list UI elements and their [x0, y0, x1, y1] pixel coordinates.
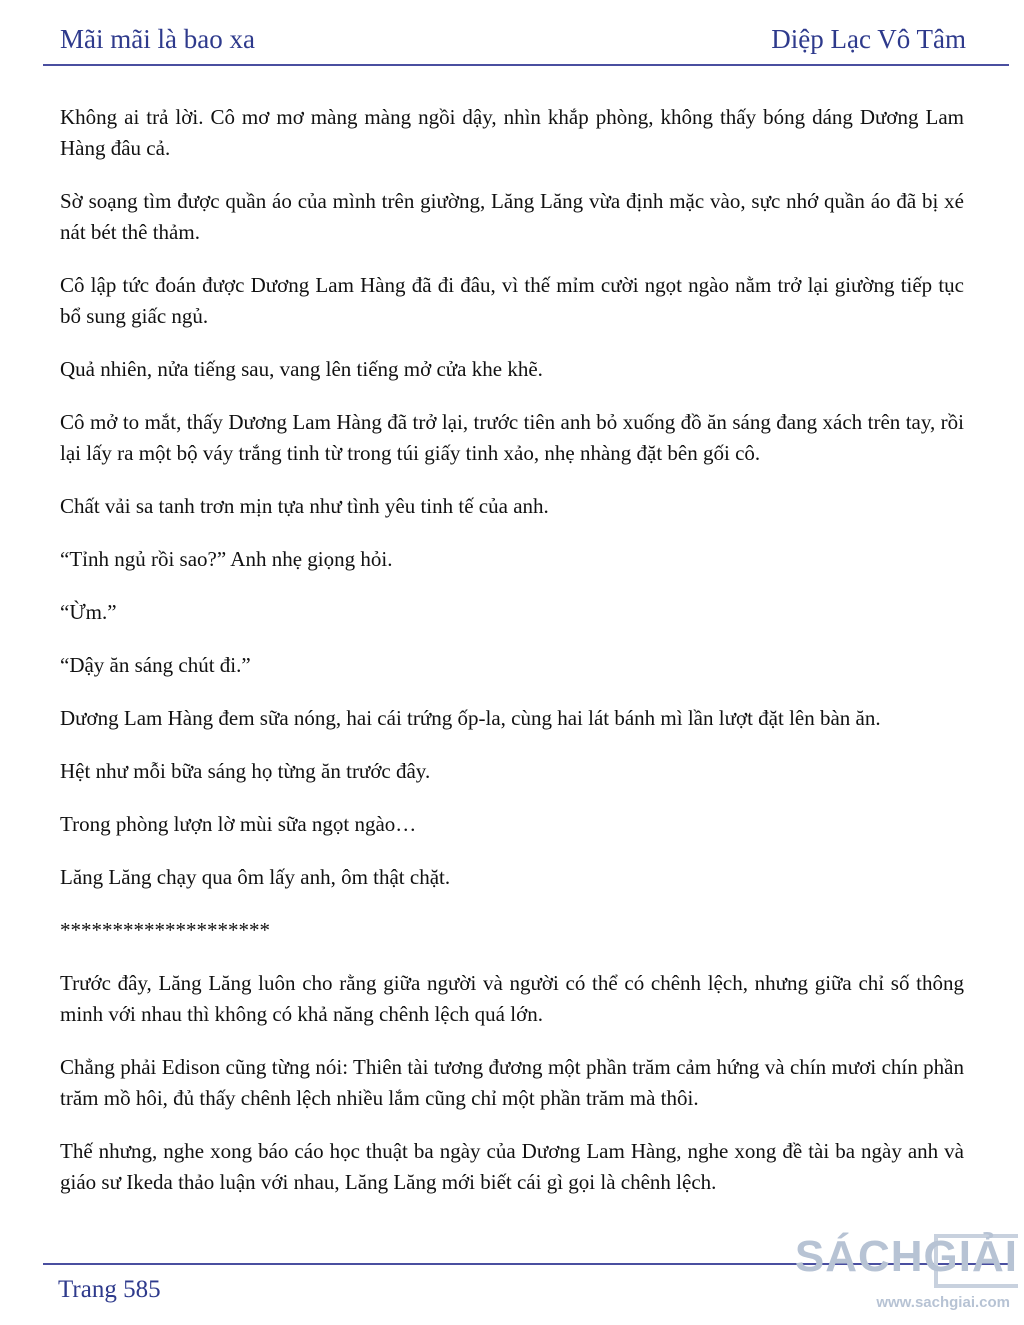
- paragraph: Trước đây, Lăng Lăng luôn cho rằng giữa người và người có thể có chênh lệch, nhưng giữa chỉ số thông minh với nhau thì không có khả năng chênh lệch quá lớn.: [60, 971, 964, 1026]
- watermark-url: www.sachgiai.com: [876, 1294, 1010, 1311]
- paragraph: Hệt như mỗi bữa sáng họ từng ăn trước đây.: [60, 759, 431, 783]
- page-number: Trang 585: [58, 1276, 161, 1303]
- paragraph: “Ừm.”: [60, 600, 117, 624]
- page-body: [60, 102, 964, 1220]
- paragraph: Không ai trả lời. Cô mơ mơ màng màng ngồi dậy, nhìn khắp phòng, không thấy bóng dáng Dương Lam Hàng đâu cả.: [60, 105, 964, 160]
- author-name: Diệp Lạc Vô Tâm: [771, 24, 966, 54]
- paragraph: Trong phòng lượn lờ mùi sữa ngọt ngào…: [60, 812, 417, 836]
- paragraph: “Dậy ăn sáng chút đi.”: [60, 653, 251, 677]
- page-header: [0, 0, 1024, 70]
- paragraph: Cô mở to mắt, thấy Dương Lam Hàng đã trở lại, trước tiên anh bỏ xuống đồ ăn sáng đang xách trên tay, rồi lại lấy ra một bộ váy trắng tinh từ trong túi giấy tinh xảo, nhẹ nhàng đặt bên gối cô.: [60, 410, 964, 465]
- paragraph: Quả nhiên, nửa tiếng sau, vang lên tiếng mở cửa khe khẽ.: [60, 357, 543, 381]
- paragraph: Dương Lam Hàng đem sữa nóng, hai cái trứng ốp-la, cùng hai lát bánh mì lần lượt đặt lên bàn ăn.: [60, 706, 881, 730]
- paragraph: Chất vải sa tanh trơn mịn tựa như tình yêu tinh tế của anh.: [60, 494, 549, 518]
- paragraph: “Tỉnh ngủ rồi sao?” Anh nhẹ giọng hỏi.: [60, 547, 393, 571]
- watermark-logo: [794, 1232, 1018, 1322]
- header-divider: [43, 64, 1009, 66]
- paragraph: Cô lập tức đoán được Dương Lam Hàng đã đi đâu, vì thế mỉm cười ngọt ngào nằm trở lại giường tiếp tục bổ sung giấc ngủ.: [60, 273, 964, 328]
- paragraph: Sờ soạng tìm được quần áo của mình trên giường, Lăng Lăng vừa định mặc vào, sực nhớ quần áo đã bị xé nát bét thê thảm.: [60, 189, 964, 244]
- paragraph: Lăng Lăng chạy qua ôm lấy anh, ôm thật chặt.: [60, 865, 451, 889]
- paragraph: Chẳng phải Edison cũng từng nói: Thiên tài tương đương một phần trăm cảm hứng và chín mươi chín phần trăm mồ hôi, đủ thấy chênh lệch nhiều lắm cũng chỉ một phần trăm mà thôi.: [60, 1055, 964, 1110]
- book-title: Mãi mãi là bao xa: [60, 24, 255, 54]
- paragraph: Thế nhưng, nghe xong báo cáo học thuật ba ngày của Dương Lam Hàng, nghe xong đề tài ba ngày anh và giáo sư Ikeda thảo luận với nhau, Lăng Lăng mới biết cái gì gọi là chênh lệch.: [60, 1139, 964, 1194]
- watermark-logo-text: SÁCHGIẢI: [794, 1232, 1018, 1281]
- section-separator: ********************: [60, 918, 270, 942]
